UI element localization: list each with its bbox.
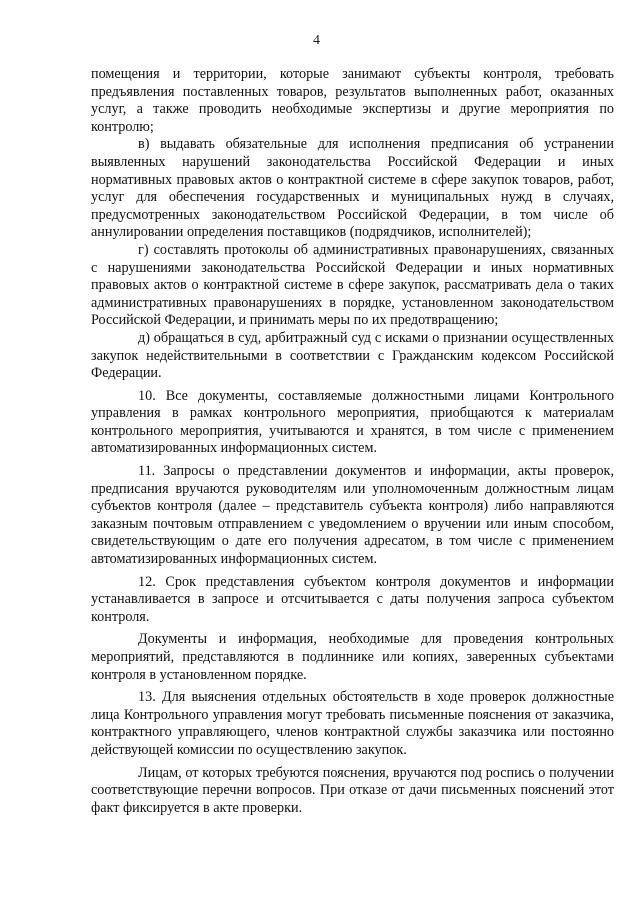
paragraph-clause-10: 10. Все документы, составляемые должностными лицами Контрольного управления в рамках контрольного мероприятия, приобщаются к материалам контрольного мероприятия, учитываются и хранятся, в том числе с применением автоматизированных информационных систем. <box>91 387 614 457</box>
paragraph-clause-12-documents: Документы и информация, необходимые для проведения контрольных мероприятий, представляются в подлиннике или копиях, заверенных субъектами контроля в установленном порядке. <box>91 631 614 683</box>
paragraph-clause-13-persons: Лицам, от которых требуются пояснения, вручаются под роспись о получении соответствующие перечни вопросов. При отказе от дачи письменных пояснений этот факт фиксируется в акте проверки. <box>91 764 614 816</box>
paragraph-clause-13: 13. Для выяснения отдельных обстоятельств в ходе проверок должностные лица Контрольного управления могут требовать письменные пояснения от заказчика, контрактного управляющего, членов контрактной службы заказчика или постоянно действующей комиссии по осуществлению закупок. <box>91 689 614 758</box>
paragraph-item-g: г) составлять протоколы об административных правонарушениях, связанных с нарушениями законодательства Российской Федерации и иных нормативных правовых актов о контрактной системе в сфере закупок, рассматривать дела о таких административных правонарушениях в порядке, установленном законодательством Российской Федерации, и принимать меры по их предотвращению; <box>91 241 614 329</box>
paragraph-item-v: в) выдавать обязательные для исполнения предписания об устранении выявленных нарушений законодательства Российской Федерации и иных нормативных правовых актов о контрактной системе в сфере закупок товаров, работ, услуг для обеспечения государственных и муниципальных нужд в случаях, предусмотренных законодательством Российской Федерации, в том числе об аннулировании определения поставщиков (подрядчиков, исполнителей); <box>91 136 614 241</box>
paragraph-clause-11: 11. Запросы о представлении документов и информации, акты проверок, предписания вручаются руководителям или уполномоченным должностным лицам субъектов контроля (далее – представитель субъекта контроля) либо направляются заказным почтовым отправлением с уведомлением о вручении или иным способом, свидетельствующим о дате его получения адресатом, в том числе с применением автоматизированных информационных систем. <box>91 463 614 568</box>
paragraph-clause-12: 12. Срок представления субъектом контроля документов и информации устанавливается в запросе и отсчитывается с даты получения запроса субъектом контроля. <box>91 573 614 625</box>
paragraph-item-d: д) обращаться в суд, арбитражный суд с исками о признании осуществленных закупок недействительными в соответствии с Гражданским кодексом Российской Федерации. <box>91 329 614 382</box>
paragraph-continuation: помещения и территории, которые занимают субъекты контроля, требовать предъявления поставленных товаров, результатов выполненных работ, оказанных услуг, а также проводить необходимые экспертизы и другие мероприятия по контролю; <box>91 66 614 135</box>
document-body <box>91 66 614 817</box>
page-number: 4 <box>313 33 320 48</box>
